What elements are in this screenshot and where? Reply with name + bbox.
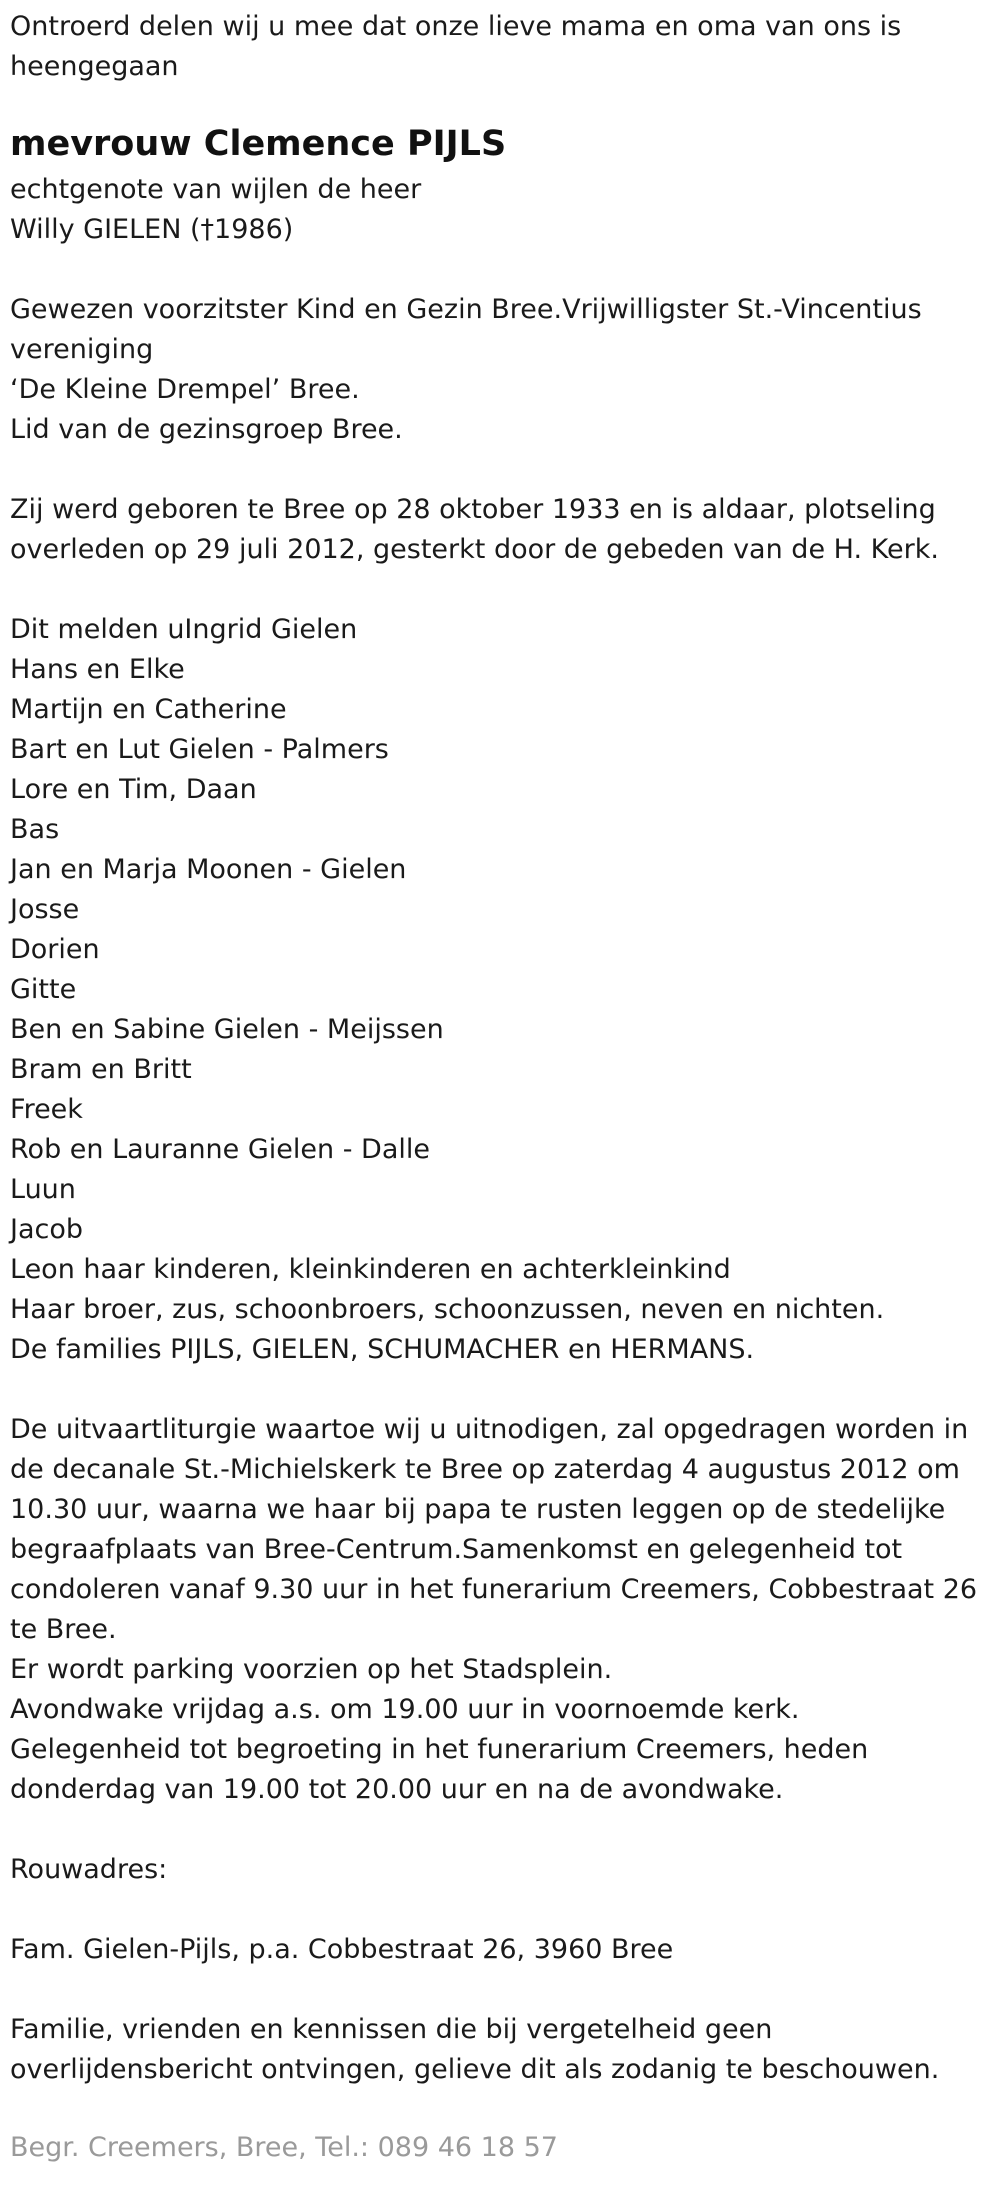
ceremony-line: Er wordt parking voorzien op het Stadsplein. bbox=[10, 1654, 613, 1685]
spouse-line: echtgenote van wijlen de heer bbox=[10, 174, 422, 205]
family-line: Luun bbox=[10, 1174, 76, 1205]
family-line: Josse bbox=[10, 894, 80, 925]
family-line: Jan en Marja Moonen - Gielen bbox=[10, 854, 407, 885]
family-line: Hans en Elke bbox=[10, 654, 185, 685]
bio-section bbox=[10, 490, 990, 570]
ceremony-line: Gelegenheid tot begroeting in het funerarium Creemers, heden bbox=[10, 1734, 869, 1765]
deceased-name: mevrouw Clemence PIJLS bbox=[10, 124, 507, 164]
bio-line: overleden op 29 juli 2012, gesterkt door de gebeden van de H. Kerk. bbox=[10, 534, 939, 565]
spouse-line: Willy GIELEN (†1986) bbox=[10, 214, 294, 245]
spacer bbox=[10, 1970, 990, 2010]
family-line: Dorien bbox=[10, 934, 100, 965]
roles-line: Lid van de gezinsgroep Bree. bbox=[10, 414, 403, 445]
ceremony-line: begraafplaats van Bree-Centrum.Samenkomst en gelegenheid tot bbox=[10, 1534, 903, 1565]
family-line: Bas bbox=[10, 814, 60, 845]
family-line: Gitte bbox=[10, 974, 77, 1005]
family-line: Ben en Sabine Gielen - Meijssen bbox=[10, 1014, 444, 1045]
family-line: Dit melden uIngrid Gielen bbox=[10, 614, 358, 645]
family-line: De families PIJLS, GIELEN, SCHUMACHER en HERMANS. bbox=[10, 1334, 755, 1365]
family-line: Jacob bbox=[10, 1214, 84, 1245]
ceremony-line: donderdag van 19.00 tot 20.00 uur en na de avondwake. bbox=[10, 1774, 784, 1805]
spacer bbox=[10, 450, 990, 490]
family-line: Leon haar kinderen, kleinkinderen en achterkleinkind bbox=[10, 1254, 731, 1285]
family-line: Bram en Britt bbox=[10, 1054, 192, 1085]
intro-line: heengegaan bbox=[10, 51, 179, 82]
spacer bbox=[10, 250, 990, 290]
family-line: Rob en Lauranne Gielen - Dalle bbox=[10, 1134, 430, 1165]
closing-line: overlijdensbericht ontvingen, gelieve dit als zodanig te beschouwen. bbox=[10, 2054, 940, 2085]
roles-section bbox=[10, 290, 990, 450]
family-line: Freek bbox=[10, 1094, 83, 1125]
intro-line: Ontroerd delen wij u mee dat onze lieve mama en oma van ons is bbox=[10, 11, 902, 42]
closing-line: Familie, vrienden en kennissen die bij vergetelheid geen bbox=[10, 2014, 773, 2045]
ceremony-line: 10.30 uur, waarna we haar bij papa te rusten leggen op de stedelijke bbox=[10, 1494, 946, 1525]
family-line: Lore en Tim, Daan bbox=[10, 774, 257, 805]
spacer bbox=[10, 1890, 990, 1930]
ceremony-line: te Bree. bbox=[10, 1614, 117, 1645]
spacer bbox=[10, 1810, 990, 1850]
spacer bbox=[10, 1370, 990, 1410]
ceremony-section bbox=[10, 1410, 990, 1810]
ceremony-line: condoleren vanaf 9.30 uur in het funerarium Creemers, Cobbestraat 26 bbox=[10, 1574, 978, 1605]
family-line: Martijn en Catherine bbox=[10, 694, 287, 725]
closing-section bbox=[10, 2010, 990, 2090]
funeral-home-footer: Begr. Creemers, Bree, Tel.: 089 46 18 57 bbox=[10, 2132, 558, 2163]
family-line: Bart en Lut Gielen - Palmers bbox=[10, 734, 389, 765]
spouse-info bbox=[10, 170, 990, 250]
family-line: Haar broer, zus, schoonbroers, schoonzussen, neven en nichten. bbox=[10, 1294, 885, 1325]
roles-line: vereniging bbox=[10, 334, 154, 365]
family-section bbox=[10, 610, 990, 1370]
bio-line: Zij werd geboren te Bree op 28 oktober 1933 en is aldaar, plotseling bbox=[10, 494, 936, 525]
mourning-address: Fam. Gielen-Pijls, p.a. Cobbestraat 26, 3960 Bree bbox=[10, 1934, 674, 1965]
spacer bbox=[10, 570, 990, 610]
ceremony-line: de decanale St.-Michielskerk te Bree op zaterdag 4 augustus 2012 om bbox=[10, 1454, 960, 1485]
roles-line: Gewezen voorzitster Kind en Gezin Bree.Vrijwilligster St.-Vincentius bbox=[10, 294, 922, 325]
ceremony-line: Avondwake vrijdag a.s. om 19.00 uur in voornoemde kerk. bbox=[10, 1694, 800, 1725]
address-label: Rouwadres: bbox=[10, 1854, 168, 1885]
intro-text bbox=[10, 7, 990, 87]
ceremony-line: De uitvaartliturgie waartoe wij u uitnodigen, zal opgedragen worden in bbox=[10, 1414, 969, 1445]
roles-line: ‘De Kleine Drempel’ Bree. bbox=[10, 374, 360, 405]
